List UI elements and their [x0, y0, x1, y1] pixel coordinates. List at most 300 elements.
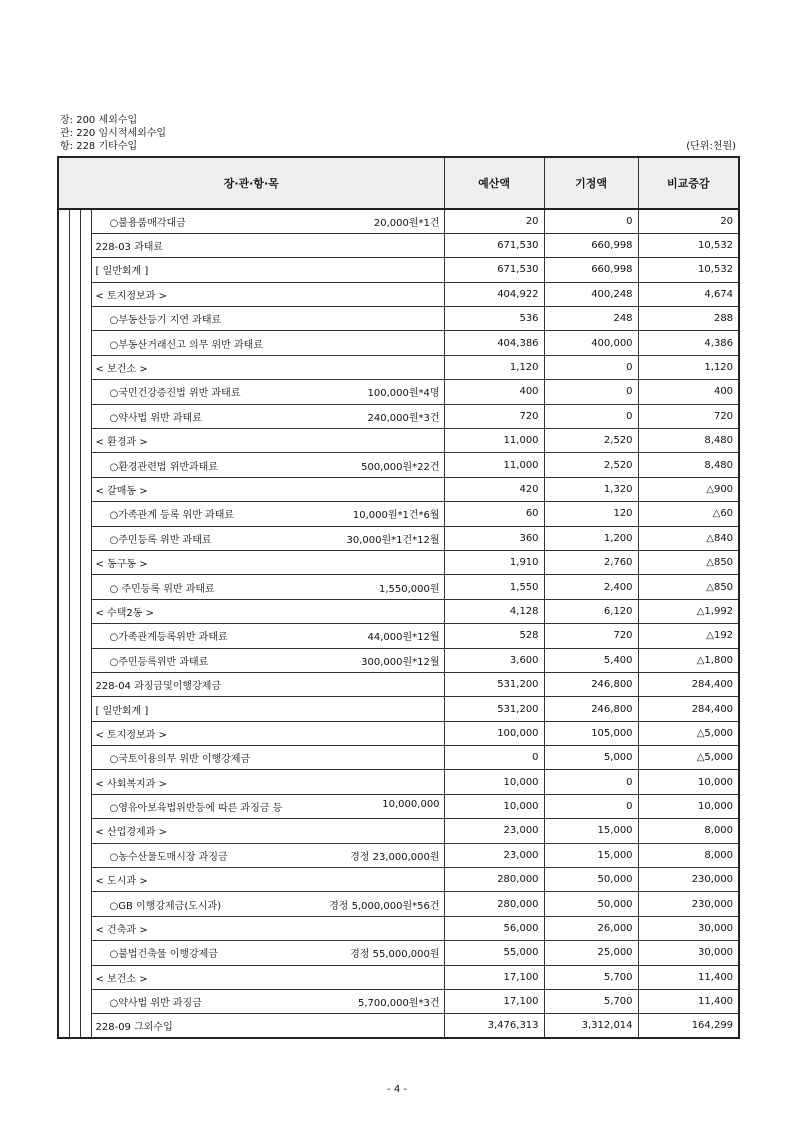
hierarchy-gutter [80, 282, 91, 306]
hierarchy-gutter [58, 892, 69, 916]
hierarchy-gutter [80, 990, 91, 1014]
hierarchy-gutter [80, 697, 91, 721]
hierarchy-gutter [80, 453, 91, 477]
row-item-cell [91, 233, 444, 257]
hierarchy-gutter [69, 672, 80, 696]
hierarchy-gutter [58, 331, 69, 355]
hierarchy-gutter [80, 258, 91, 282]
row-previous-cell: 5,700 [544, 990, 638, 1014]
hierarchy-gutter [69, 892, 80, 916]
hierarchy-gutter [69, 965, 80, 989]
row-item-cell [91, 819, 444, 843]
hierarchy-gutter [58, 575, 69, 599]
row-budget-cell: 280,000 [444, 868, 544, 892]
table-row [58, 794, 739, 818]
hierarchy-gutter [80, 477, 91, 501]
row-previous-cell: 5,700 [544, 965, 638, 989]
column-header-budget: 예산액 [444, 157, 544, 209]
hierarchy-gutter [58, 916, 69, 940]
hierarchy-gutter [58, 209, 69, 233]
hierarchy-gutter [80, 599, 91, 623]
hierarchy-gutter [69, 550, 80, 574]
hierarchy-gutter [58, 624, 69, 648]
row-detail: 10,000원*1건*6월 [352, 510, 440, 522]
row-budget-cell: 671,530 [444, 233, 544, 257]
hierarchy-gutter [69, 599, 80, 623]
hierarchy-gutter [80, 526, 91, 550]
hierarchy-gutter [80, 502, 91, 526]
row-budget-cell: 671,530 [444, 258, 544, 282]
row-budget-cell: 3,600 [444, 648, 544, 672]
row-previous-cell: 120 [544, 502, 638, 526]
row-budget-cell: 531,200 [444, 672, 544, 696]
hierarchy-gutter [69, 380, 80, 404]
hierarchy-gutter [58, 404, 69, 428]
row-item-cell [91, 282, 444, 306]
unit-label: (단위:천원) [686, 141, 736, 152]
row-diff-cell: 10,532 [638, 258, 739, 282]
row-previous-cell: 15,000 [544, 843, 638, 867]
table-row [58, 965, 739, 989]
row-previous-cell: 50,000 [544, 892, 638, 916]
row-detail: 5,700,000원*3건 [357, 998, 440, 1010]
row-label: ○GB 이행강제금(도시과) [109, 900, 222, 912]
row-previous-cell: 0 [544, 209, 638, 233]
budget-table [57, 156, 740, 1039]
row-diff-cell: △5,000 [638, 721, 739, 745]
row-previous-cell: 400,248 [544, 282, 638, 306]
row-diff-cell: △840 [638, 526, 739, 550]
row-label: < 갈매동 > [95, 485, 148, 497]
hierarchy-gutter [69, 477, 80, 501]
row-label: ○불법건축물 이행강제금 [109, 949, 219, 961]
row-diff-cell: 30,000 [638, 941, 739, 965]
row-budget-cell: 0 [444, 746, 544, 770]
hierarchy-gutter [58, 550, 69, 574]
hierarchy-gutter [69, 429, 80, 453]
row-item-cell [91, 990, 444, 1014]
hierarchy-gutter [80, 404, 91, 428]
row-label: ○약사법 위반 과징금 [109, 998, 202, 1010]
row-item-cell [91, 575, 444, 599]
hierarchy-gutter [80, 380, 91, 404]
table-row [58, 550, 739, 574]
row-previous-cell: 2,760 [544, 550, 638, 574]
row-label: [ 일반회계 ] [95, 705, 149, 717]
row-item-cell [91, 1014, 444, 1038]
row-diff-cell: 230,000 [638, 868, 739, 892]
row-item-cell [91, 404, 444, 428]
row-diff-cell: 284,400 [638, 672, 739, 696]
table-row [58, 721, 739, 745]
hierarchy-gutter [69, 331, 80, 355]
hierarchy-gutter [69, 282, 80, 306]
row-diff-cell: △1,800 [638, 648, 739, 672]
hierarchy-gutter [58, 965, 69, 989]
row-previous-cell: 2,520 [544, 453, 638, 477]
hierarchy-gutter [69, 819, 80, 843]
row-item-cell [91, 843, 444, 867]
row-item-cell [91, 916, 444, 940]
table-row [58, 502, 739, 526]
table-row [58, 672, 739, 696]
table-row [58, 843, 739, 867]
row-budget-cell: 56,000 [444, 916, 544, 940]
table-row [58, 599, 739, 623]
hierarchy-gutter [58, 258, 69, 282]
row-label: < 토지정보과 > [95, 729, 167, 741]
hierarchy-gutter [58, 429, 69, 453]
table-row [58, 697, 739, 721]
header-gwan: 관: 220 임시적세외수입 [60, 128, 167, 139]
hierarchy-gutter [69, 843, 80, 867]
row-item-cell [91, 209, 444, 233]
row-detail: 30,000원*1건*12월 [346, 534, 440, 546]
hierarchy-gutter [58, 526, 69, 550]
row-detail: 10,000,000 [382, 799, 440, 811]
table-row [58, 453, 739, 477]
table-row [58, 1014, 739, 1038]
row-diff-cell: 20 [638, 209, 739, 233]
row-label: ○ 주민등록 위반 과태료 [109, 583, 215, 595]
row-label: < 도시과 > [95, 876, 148, 888]
row-diff-cell: 288 [638, 307, 739, 331]
column-header-diff: 비교증감 [638, 157, 739, 209]
hierarchy-gutter [69, 453, 80, 477]
row-previous-cell: 2,520 [544, 429, 638, 453]
row-previous-cell: 720 [544, 624, 638, 648]
row-previous-cell: 0 [544, 404, 638, 428]
row-budget-cell: 1,550 [444, 575, 544, 599]
row-previous-cell: 0 [544, 794, 638, 818]
hierarchy-gutter [58, 697, 69, 721]
hierarchy-gutter [80, 746, 91, 770]
row-detail: 500,000원*22건 [361, 461, 440, 473]
hierarchy-gutter [58, 746, 69, 770]
row-previous-cell: 3,312,014 [544, 1014, 638, 1038]
row-budget-cell: 536 [444, 307, 544, 331]
row-diff-cell: △900 [638, 477, 739, 501]
row-item-cell [91, 770, 444, 794]
row-budget-cell: 23,000 [444, 843, 544, 867]
row-diff-cell: 30,000 [638, 916, 739, 940]
hierarchy-gutter [80, 355, 91, 379]
table-row [58, 892, 739, 916]
row-diff-cell: 10,000 [638, 794, 739, 818]
row-budget-cell: 17,100 [444, 965, 544, 989]
hierarchy-gutter [69, 233, 80, 257]
row-previous-cell: 400,000 [544, 331, 638, 355]
row-item-cell [91, 697, 444, 721]
table-row [58, 941, 739, 965]
row-diff-cell: △850 [638, 575, 739, 599]
row-diff-cell: 720 [638, 404, 739, 428]
hierarchy-gutter [69, 746, 80, 770]
table-row [58, 307, 739, 331]
hierarchy-gutter [80, 672, 91, 696]
hierarchy-gutter [80, 233, 91, 257]
row-diff-cell: △850 [638, 550, 739, 574]
table-row [58, 819, 739, 843]
table-row [58, 380, 739, 404]
hierarchy-gutter [58, 453, 69, 477]
row-detail: 경정 5,000,000원*56건 [329, 900, 440, 912]
table-row [58, 526, 739, 550]
row-diff-cell: 1,120 [638, 355, 739, 379]
hierarchy-gutter [80, 965, 91, 989]
hierarchy-gutter [58, 843, 69, 867]
hierarchy-gutter [58, 868, 69, 892]
hierarchy-gutter [80, 429, 91, 453]
row-item-cell [91, 380, 444, 404]
row-label: < 수택2동 > [95, 607, 154, 619]
row-budget-cell: 720 [444, 404, 544, 428]
row-label: ○환경관련법 위반과태료 [109, 461, 219, 473]
hierarchy-gutter [58, 941, 69, 965]
row-detail: 경정 23,000,000원 [350, 851, 440, 863]
row-label: ○농수산물도매시장 과징금 [109, 851, 228, 863]
row-label: < 사회복지과 > [95, 778, 167, 790]
row-label: ○부동산거래신고 의무 위반 과태료 [109, 339, 264, 351]
column-header-previous: 기정액 [544, 157, 638, 209]
row-budget-cell: 280,000 [444, 892, 544, 916]
hierarchy-gutter [58, 1014, 69, 1038]
table-row [58, 916, 739, 940]
table-row [58, 868, 739, 892]
row-budget-cell: 17,100 [444, 990, 544, 1014]
row-budget-cell: 10,000 [444, 794, 544, 818]
row-previous-cell: 26,000 [544, 916, 638, 940]
row-budget-cell: 531,200 [444, 697, 544, 721]
row-diff-cell: 8,000 [638, 819, 739, 843]
row-item-cell [91, 307, 444, 331]
hierarchy-gutter [58, 990, 69, 1014]
row-diff-cell: 8,480 [638, 453, 739, 477]
row-previous-cell: 105,000 [544, 721, 638, 745]
column-header-item: 장·관·항·목 [58, 157, 444, 209]
row-label: ○국토이용의무 위반 이행강제금 [109, 754, 251, 766]
hierarchy-gutter [69, 404, 80, 428]
row-previous-cell: 5,000 [544, 746, 638, 770]
row-label: 228-03 과태료 [95, 242, 164, 254]
row-label: 228-09 그외수입 [95, 1022, 173, 1034]
row-diff-cell: 230,000 [638, 892, 739, 916]
row-previous-cell: 0 [544, 380, 638, 404]
row-budget-cell: 100,000 [444, 721, 544, 745]
row-label: ○약사법 위반 과태료 [109, 412, 202, 424]
row-budget-cell: 20 [444, 209, 544, 233]
hierarchy-gutter [80, 550, 91, 574]
hierarchy-gutter [80, 819, 91, 843]
hierarchy-gutter [58, 355, 69, 379]
row-item-cell [91, 502, 444, 526]
row-label: < 보건소 > [95, 364, 148, 376]
row-previous-cell: 2,400 [544, 575, 638, 599]
hierarchy-gutter [69, 526, 80, 550]
hierarchy-gutter [58, 477, 69, 501]
row-item-cell [91, 331, 444, 355]
row-item-cell [91, 746, 444, 770]
row-previous-cell: 1,200 [544, 526, 638, 550]
row-budget-cell: 400 [444, 380, 544, 404]
row-label: [ 일반회계 ] [95, 266, 149, 278]
row-budget-cell: 420 [444, 477, 544, 501]
hierarchy-gutter [69, 502, 80, 526]
table-row [58, 575, 739, 599]
row-detail: 300,000원*12월 [361, 656, 440, 668]
row-label: ○부동산등기 지연 과태료 [109, 315, 222, 327]
row-label: ○불용품매각대금 [109, 217, 186, 229]
row-label: < 산업경제과 > [95, 827, 167, 839]
hierarchy-gutter [69, 941, 80, 965]
hierarchy-gutter [69, 1014, 80, 1038]
row-budget-cell: 528 [444, 624, 544, 648]
row-diff-cell: 10,532 [638, 233, 739, 257]
row-previous-cell: 248 [544, 307, 638, 331]
row-item-cell [91, 892, 444, 916]
hierarchy-gutter [80, 648, 91, 672]
row-label: < 보건소 > [95, 973, 148, 985]
header-jang: 장: 200 세외수입 [60, 115, 138, 126]
table-row [58, 331, 739, 355]
row-previous-cell: 5,400 [544, 648, 638, 672]
table-row [58, 624, 739, 648]
row-diff-cell: △192 [638, 624, 739, 648]
hierarchy-gutter [69, 307, 80, 331]
hierarchy-gutter [69, 624, 80, 648]
hierarchy-gutter [58, 819, 69, 843]
page-number: - 4 - [387, 1084, 407, 1095]
row-diff-cell: 8,480 [638, 429, 739, 453]
row-label: ○국민건강증진법 위반 과태료 [109, 388, 241, 400]
row-previous-cell: 1,320 [544, 477, 638, 501]
row-budget-cell: 23,000 [444, 819, 544, 843]
row-diff-cell: 4,674 [638, 282, 739, 306]
hierarchy-gutter [69, 575, 80, 599]
row-previous-cell: 660,998 [544, 258, 638, 282]
row-budget-cell: 1,910 [444, 550, 544, 574]
hierarchy-gutter [80, 575, 91, 599]
row-budget-cell: 11,000 [444, 429, 544, 453]
row-budget-cell: 11,000 [444, 453, 544, 477]
row-detail: 100,000원*4명 [367, 388, 440, 400]
hierarchy-gutter [69, 209, 80, 233]
table-row [58, 648, 739, 672]
table-header-row [58, 157, 739, 209]
row-detail: 240,000원*3건 [367, 412, 440, 424]
hierarchy-gutter [58, 599, 69, 623]
row-detail: 1,550,000원 [378, 583, 440, 595]
row-item-cell [91, 794, 444, 818]
row-label: < 환경과 > [95, 437, 148, 449]
row-previous-cell: 246,800 [544, 697, 638, 721]
hierarchy-gutter [80, 307, 91, 331]
hierarchy-gutter [80, 892, 91, 916]
row-item-cell [91, 624, 444, 648]
row-label: < 동구동 > [95, 559, 148, 571]
hierarchy-gutter [58, 282, 69, 306]
hierarchy-gutter [80, 941, 91, 965]
hierarchy-gutter [80, 843, 91, 867]
row-item-cell [91, 672, 444, 696]
row-item-cell [91, 868, 444, 892]
row-item-cell [91, 526, 444, 550]
row-budget-cell: 360 [444, 526, 544, 550]
row-detail: 경정 55,000,000원 [350, 949, 440, 961]
table-row [58, 477, 739, 501]
table-body [58, 209, 739, 1038]
row-diff-cell: 11,400 [638, 965, 739, 989]
row-previous-cell: 6,120 [544, 599, 638, 623]
row-item-cell [91, 721, 444, 745]
row-previous-cell: 15,000 [544, 819, 638, 843]
hierarchy-gutter [58, 770, 69, 794]
row-item-cell [91, 453, 444, 477]
row-label: ○가족관계등록위반 과태료 [109, 632, 228, 644]
row-label: < 건축과 > [95, 925, 148, 937]
row-detail: 20,000원*1건 [373, 217, 440, 229]
row-item-cell [91, 429, 444, 453]
hierarchy-gutter [80, 209, 91, 233]
table-row [58, 746, 739, 770]
row-diff-cell: 164,299 [638, 1014, 739, 1038]
table-row [58, 282, 739, 306]
hierarchy-gutter [80, 721, 91, 745]
hierarchy-gutter [80, 1014, 91, 1038]
table-row [58, 209, 739, 233]
row-previous-cell: 660,998 [544, 233, 638, 257]
hierarchy-gutter [58, 672, 69, 696]
hierarchy-gutter [80, 868, 91, 892]
row-label: ○영유아보육법위반등에 따른 과징금 등 [109, 803, 283, 815]
row-diff-cell: 8,000 [638, 843, 739, 867]
row-previous-cell: 246,800 [544, 672, 638, 696]
row-diff-cell: △5,000 [638, 746, 739, 770]
row-item-cell [91, 648, 444, 672]
row-label: ○주민등록위반 과태료 [109, 656, 209, 668]
hierarchy-gutter [69, 648, 80, 672]
row-detail: 44,000원*12월 [367, 632, 440, 644]
row-diff-cell: 400 [638, 380, 739, 404]
row-diff-cell: 284,400 [638, 697, 739, 721]
hierarchy-gutter [69, 770, 80, 794]
hierarchy-gutter [69, 868, 80, 892]
header-hang: 항: 228 기타수입 [60, 141, 138, 152]
hierarchy-gutter [69, 721, 80, 745]
row-label: < 토지정보과 > [95, 290, 167, 302]
row-label: ○가족관계 등록 위반 과태료 [109, 510, 235, 522]
row-diff-cell: 4,386 [638, 331, 739, 355]
hierarchy-gutter [80, 624, 91, 648]
row-diff-cell: △60 [638, 502, 739, 526]
row-item-cell [91, 550, 444, 574]
row-item-cell [91, 477, 444, 501]
hierarchy-gutter [58, 380, 69, 404]
row-budget-cell: 60 [444, 502, 544, 526]
hierarchy-gutter [58, 502, 69, 526]
hierarchy-gutter [69, 794, 80, 818]
hierarchy-gutter [69, 355, 80, 379]
row-budget-cell: 55,000 [444, 941, 544, 965]
table-row [58, 258, 739, 282]
hierarchy-gutter [69, 990, 80, 1014]
row-item-cell [91, 965, 444, 989]
hierarchy-gutter [69, 697, 80, 721]
row-budget-cell: 3,476,313 [444, 1014, 544, 1038]
row-budget-cell: 4,128 [444, 599, 544, 623]
row-label: ○주민등록 위반 과태료 [109, 534, 212, 546]
row-diff-cell: 11,400 [638, 990, 739, 1014]
